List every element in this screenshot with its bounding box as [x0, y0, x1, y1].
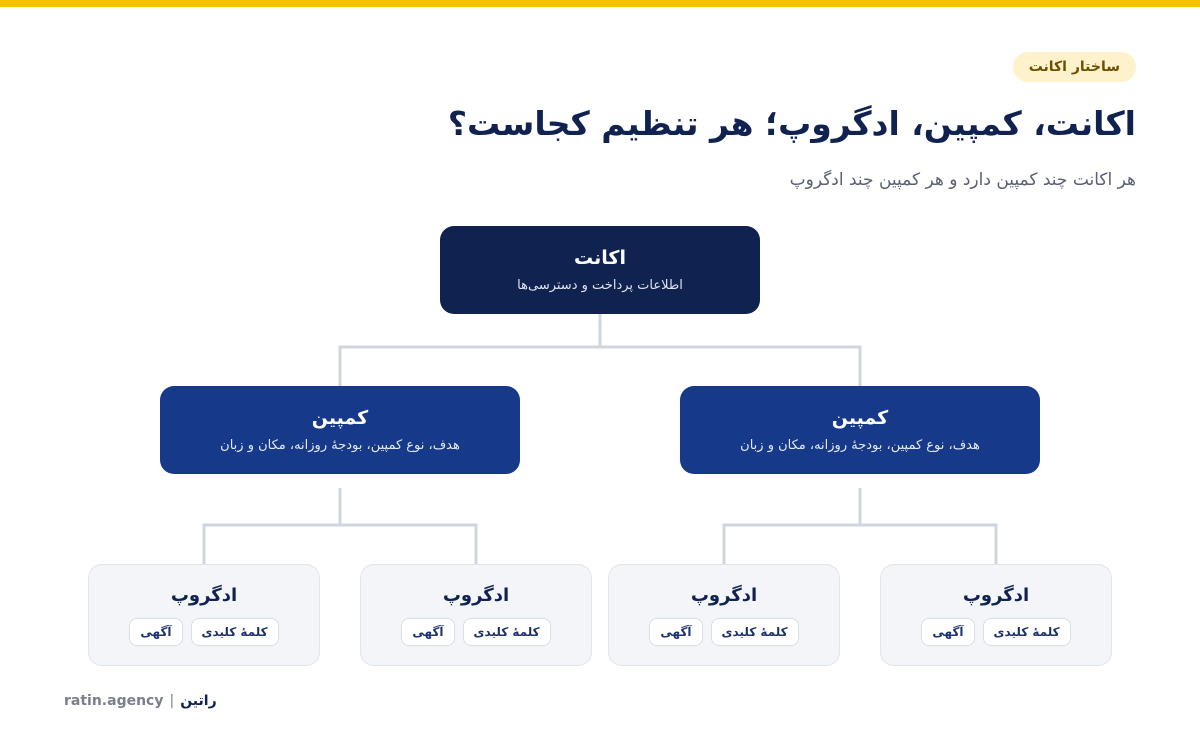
- campaign-node-right: [680, 386, 1040, 474]
- ad-chip: آگهی: [921, 618, 974, 646]
- ad-chip: آگهی: [649, 618, 702, 646]
- adgroup-node: [880, 564, 1112, 666]
- account-node: [440, 226, 760, 314]
- adgroup-node: [608, 564, 840, 666]
- footer: [64, 693, 217, 709]
- campaign-subtitle: هدف، نوع کمپین، بودجهٔ روزانه، مکان و زبان: [220, 438, 460, 453]
- adgroup-title: ادگروپ: [962, 584, 1030, 606]
- footer-brand: راتین: [180, 693, 217, 709]
- page-title: اکانت، کمپین، ادگروپ؛ هر تنظیم کجاست؟: [447, 104, 1136, 143]
- adgroup-chips: [649, 618, 798, 646]
- keyword-chip: کلمهٔ کلیدی: [711, 618, 799, 646]
- adgroup-node: [88, 564, 320, 666]
- connector-campaign-left-adgroups: [204, 488, 476, 564]
- section-badge: ساختار اکانت: [1013, 52, 1136, 82]
- footer-separator: |: [169, 693, 175, 709]
- adgroup-title: ادگروپ: [442, 584, 510, 606]
- account-subtitle: اطلاعات پرداخت و دسترسی‌ها: [517, 278, 683, 293]
- keyword-chip: کلمهٔ کلیدی: [191, 618, 279, 646]
- campaign-subtitle: هدف، نوع کمپین، بودجهٔ روزانه، مکان و زبان: [740, 438, 980, 453]
- connector-account-campaigns: [340, 314, 860, 386]
- adgroup-node: [360, 564, 592, 666]
- campaign-title: کمپین: [311, 407, 369, 429]
- keyword-chip: کلمهٔ کلیدی: [463, 618, 551, 646]
- footer-domain: ratin.agency: [64, 693, 164, 709]
- adgroup-title: ادگروپ: [690, 584, 758, 606]
- ad-chip: آگهی: [129, 618, 182, 646]
- connector-campaign-right-adgroups: [724, 488, 996, 564]
- keyword-chip: کلمهٔ کلیدی: [983, 618, 1071, 646]
- account-title: اکانت: [574, 247, 626, 269]
- adgroup-chips: [401, 618, 550, 646]
- page-subtitle: هر اکانت چند کمپین دارد و هر کمپین چند ادگروپ: [789, 170, 1136, 190]
- ad-chip: آگهی: [401, 618, 454, 646]
- campaign-title: کمپین: [831, 407, 889, 429]
- adgroup-chips: [921, 618, 1070, 646]
- adgroup-chips: [129, 618, 278, 646]
- campaign-node-left: [160, 386, 520, 474]
- adgroup-title: ادگروپ: [170, 584, 238, 606]
